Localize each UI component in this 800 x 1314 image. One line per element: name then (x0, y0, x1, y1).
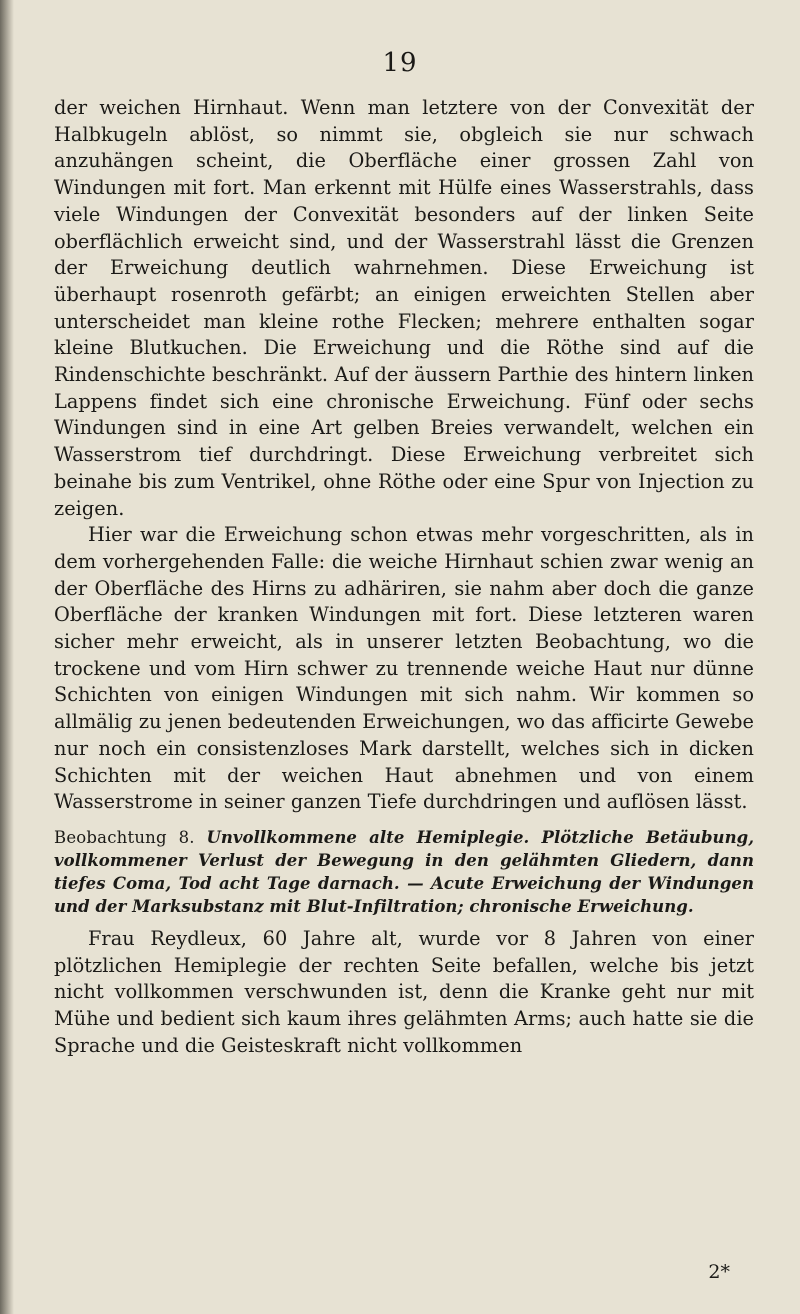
book-page (40, 0, 770, 1314)
paragraph-discussion: Hier war die Erweichung schon etwas mehr vorgeschritten, als in dem vorhergehenden Falle: die weiche Hirnhaut schien zwar wenig an der Oberfläche des Hirns zu adhäriren, sie nahm aber doch die ganze Oberfläche der kranken Windungen mit fort. Diese letzteren waren sicher mehr erweicht, als in unserer letzten Beobachtung, wo die trockene und vom Hirn schwer zu trennende weiche Haut nur dünne Schichten von einigen Windungen mit sich nahm. Wir kommen so allmälig zu jenen bedeutenden Erweichungen, wo das afficirte Gewebe nur noch ein consistenzloses Mark darstellt, welches sich in dicken Schichten mit der weichen Haut abnehmen und von einem Wasserstrome in seiner ganzen Tiefe durchdringen und auflösen lässt. (54, 523, 754, 814)
case-label: Beobachtung 8. (54, 827, 195, 847)
body-text (54, 95, 754, 1060)
case-description: Unvollkommene alte Hemiplegie. Plötzliche Betäubung, vollkommener Verlust der Bewegung in den gelähmten Gliedern, dann tiefes Coma, Tod acht Tage darnach. — Acute Erweichung der Windungen und der Marksubstanz mit Blut-Infiltration; chronische Erweichung. (54, 827, 755, 916)
page-binding-edge (0, 0, 14, 1314)
page-number: 19 (382, 48, 418, 78)
case-text: Frau Reydleux, 60 Jahre alt, wurde vor 8 Jahren von einer plötzlichen Hemiplegie der rechten Seite befallen, welche bis jetzt nicht vollkommen verschwunden ist, denn die Kranke geht nur mit Mühe und bedient sich kaum ihres gelähmten Arms; auch hatte sie die Sprache und die Geisteskraft nicht vollkommen (54, 926, 754, 1057)
paragraph-continued: der weichen Hirnhaut. Wenn man letztere von der Convexität der Halbkugeln ablöst, so nimmt sie, obgleich sie nur schwach anzuhängen scheint, die Oberfläche einer grossen Zahl von Windungen mit fort. Man erkennt mit Hülfe eines Wasserstrahls, dass viele Windungen der Convexität besonders auf der linken Seite oberflächlich erweicht sind, und der Wasserstrahl lässt die Grenzen der Erweichung deutlich wahrnehmen. Diese Erweichung ist überhaupt rosenroth gefärbt; an einigen erweichten Stellen aber unterscheidet man kleine rothe Flecken; mehrere enthalten sogar kleine Blutkuchen. Die Erweichung und die Röthe sind auf die Rindenschichte beschränkt. Auf der äussern Parthie des hintern linken Lappens findet sich eine chronische Erweichung. Fünf oder sechs Windungen sind in eine Art gelben Breies verwandelt, welchen ein Wasserstrom tief durchdringt. Diese Erweichung verbreitet sich beinahe bis zum Ventrikel, ohne Röthe oder eine Spur von Injection zu zeigen. (54, 96, 754, 520)
case-heading (54, 826, 754, 918)
signature-mark: 2* (708, 1261, 730, 1283)
